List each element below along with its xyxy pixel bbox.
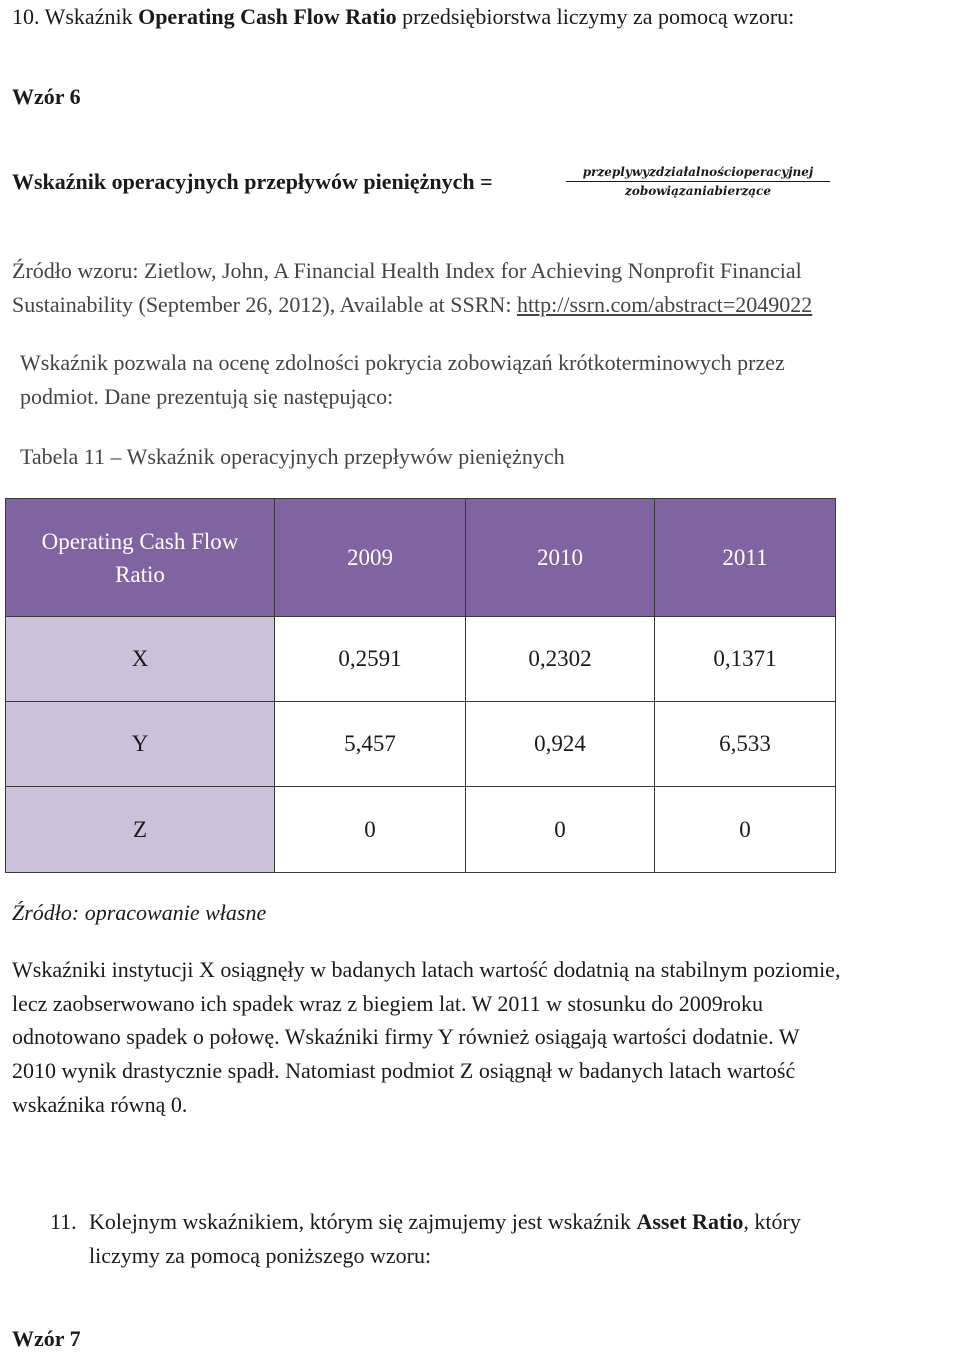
table-cell: 0 <box>655 787 836 873</box>
table-cell: 5,457 <box>275 702 466 787</box>
row-label: Y <box>6 702 275 787</box>
table-cell: 0 <box>275 787 466 873</box>
row-label: X <box>6 617 275 702</box>
item-11-line-2: liczymy za pomocą poniższego wzoru: <box>89 1243 432 1268</box>
table-row-z <box>6 787 836 873</box>
table-header-label <box>6 499 275 617</box>
formula-source-text: Sustainability (September 26, 2012), Available at SSRN: <box>12 292 517 317</box>
table-header-row <box>6 499 836 617</box>
ocf-table <box>5 498 836 873</box>
header-label-line-1: Operating Cash Flow <box>41 528 239 554</box>
item-11-number: 11. <box>50 1209 77 1234</box>
item-11-ratio-name: Asset Ratio <box>636 1209 744 1234</box>
analysis-line-3: odnotowano spadek o połowę. Wskaźniki firmy Y również osiągają wartości dodatnie. W <box>12 1024 800 1049</box>
table-caption: Tabela 11 – Wskaźnik operacyjnych przepływów pieniężnych <box>20 444 565 469</box>
formula-6-numerator: przeplywyzdziałalnościoperacyjnej <box>566 165 830 182</box>
table-cell: 0,2302 <box>466 617 655 702</box>
formula-6-denominator: zobowiązaniabierzące <box>625 184 771 198</box>
intro-line-1: Wskaźnik pozwala na ocenę zdolności pokrycia zobowiązań krótkoterminowych przez <box>20 350 785 375</box>
item-11-line-1 <box>89 1205 801 1238</box>
table-row-y <box>6 702 836 787</box>
table-source: Źródło: opracowanie własne <box>12 900 267 925</box>
analysis-line-5: wskaźnika równą 0. <box>12 1092 188 1117</box>
formula-6-fraction <box>566 165 830 198</box>
analysis-line-1: Wskaźniki instytucji X osiągnęły w badanych latach wartość dodatnią na stabilnym poziomie, <box>12 957 841 982</box>
item-11-text-before: Kolejnym wskaźnikiem, którym się zajmujemy jest wskaźnik <box>89 1209 637 1234</box>
table-row-x <box>6 617 836 702</box>
table-cell: 6,533 <box>655 702 836 787</box>
analysis-line-2: lecz zaobserwowano ich spadek wraz z biegiem lat. W 2011 w stosunku do 2009roku <box>12 991 764 1016</box>
intro-line-2: podmiot. Dane prezentują się następująco: <box>20 384 394 409</box>
formula-6-heading: Wzór 6 <box>12 84 81 109</box>
formula-7-heading: Wzór 7 <box>12 1326 81 1351</box>
analysis-line-4: 2010 wynik drastycznie spadł. Natomiast podmiot Z osiągnął w badanych latach wartość <box>12 1058 796 1083</box>
header-year-2009: 2009 <box>275 499 466 617</box>
item-10 <box>12 0 794 33</box>
table-cell: 0,1371 <box>655 617 836 702</box>
header-label-line-2: Ratio <box>115 561 165 587</box>
table-cell: 0,924 <box>466 702 655 787</box>
formula-source-line-2 <box>12 288 812 321</box>
header-year-2010: 2010 <box>466 499 655 617</box>
item-11-text-after: , który <box>743 1209 801 1234</box>
header-year-2011: 2011 <box>655 499 836 617</box>
formula-6-lhs: Wskaźnik operacyjnych przepływów pieniężnych = <box>12 169 493 194</box>
item-10-text-after: przedsiębiorstwa liczymy za pomocą wzoru: <box>396 4 795 29</box>
ssrn-link[interactable]: http://ssrn.com/abstract=2049022 <box>516 292 813 317</box>
table-cell: 0,2591 <box>275 617 466 702</box>
formula-source-line-1: Źródło wzoru: Zietlow, John, A Financial Health Index for Achieving Nonprofit Financial <box>12 258 802 283</box>
item-10-number: 10. <box>12 4 40 29</box>
item-10-ratio-name: Operating Cash Flow Ratio <box>138 4 397 29</box>
table-cell: 0 <box>466 787 655 873</box>
item-10-text-before: Wskaźnik <box>44 4 139 29</box>
row-label: Z <box>6 787 275 873</box>
